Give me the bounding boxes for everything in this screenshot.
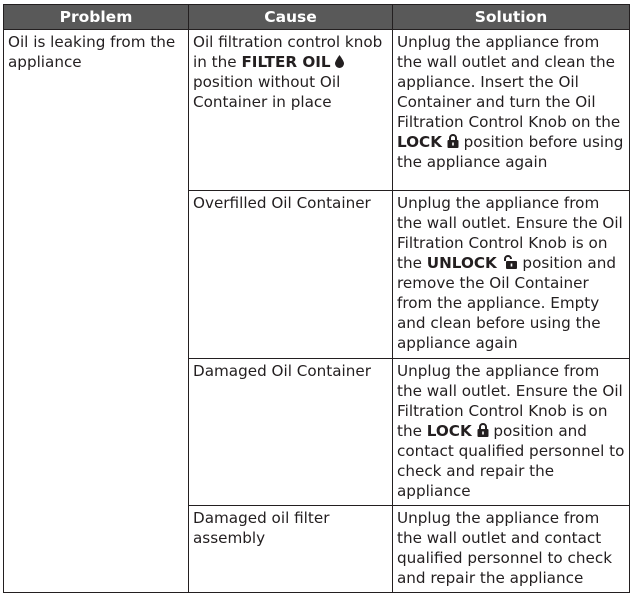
unlock-icon — [502, 254, 518, 272]
header-problem: Problem — [4, 5, 189, 30]
solution-cell: Unplug the appliance from the wall outlet and contact qualified personnel to check and repair the appliance — [393, 506, 630, 593]
solution-bold: UNLOCK — [426, 254, 497, 272]
solution-text-end: position and remove the Oil Container from the appliance. Empty and clean before using the appliance again — [397, 254, 616, 352]
cause-text-end: position without Oil Container in place — [193, 73, 341, 111]
cause-bold: FILTER OIL — [241, 53, 331, 71]
cause-cell: Overfilled Oil Container — [189, 191, 393, 359]
table-row — [4, 30, 630, 191]
header-row — [4, 5, 630, 30]
solution-text: Unplug the appliance from the wall outlet and clean the appliance. Insert the Oil Container and turn the Oil Filtration Control Knob on the — [397, 33, 621, 131]
solution-bold: LOCK — [426, 422, 472, 440]
solution-bold: LOCK — [397, 133, 442, 151]
solution-cell — [393, 359, 630, 506]
cause-cell: Damaged oil filter assembly — [189, 506, 393, 593]
cause-cell: Damaged Oil Container — [189, 359, 393, 506]
troubleshooting-table-wrapper — [3, 4, 629, 593]
solution-cell — [393, 30, 630, 191]
troubleshooting-table — [3, 4, 630, 593]
solution-text-end: position before using the appliance again — [397, 133, 624, 171]
solution-cell — [393, 191, 630, 359]
solution-text-end: position and contact qualified personnel to check and repair the appliance — [397, 422, 625, 500]
problem-cell: Oil is leaking from the appliance — [4, 30, 189, 593]
lock-icon — [447, 133, 459, 151]
header-solution: Solution — [393, 5, 630, 30]
lock-icon — [477, 422, 489, 440]
header-cause: Cause — [189, 5, 393, 30]
solution-text: Unplug the appliance from the wall outlet. Ensure the Oil Filtration Control Knob is on the — [397, 194, 623, 272]
cause-cell — [189, 30, 393, 191]
solution-text: Unplug the appliance from the wall outlet. Ensure the Oil Filtration Control Knob is on the — [397, 362, 623, 440]
cause-text: Oil filtration control knob in the — [193, 33, 383, 71]
oil-drop-icon — [335, 53, 344, 71]
